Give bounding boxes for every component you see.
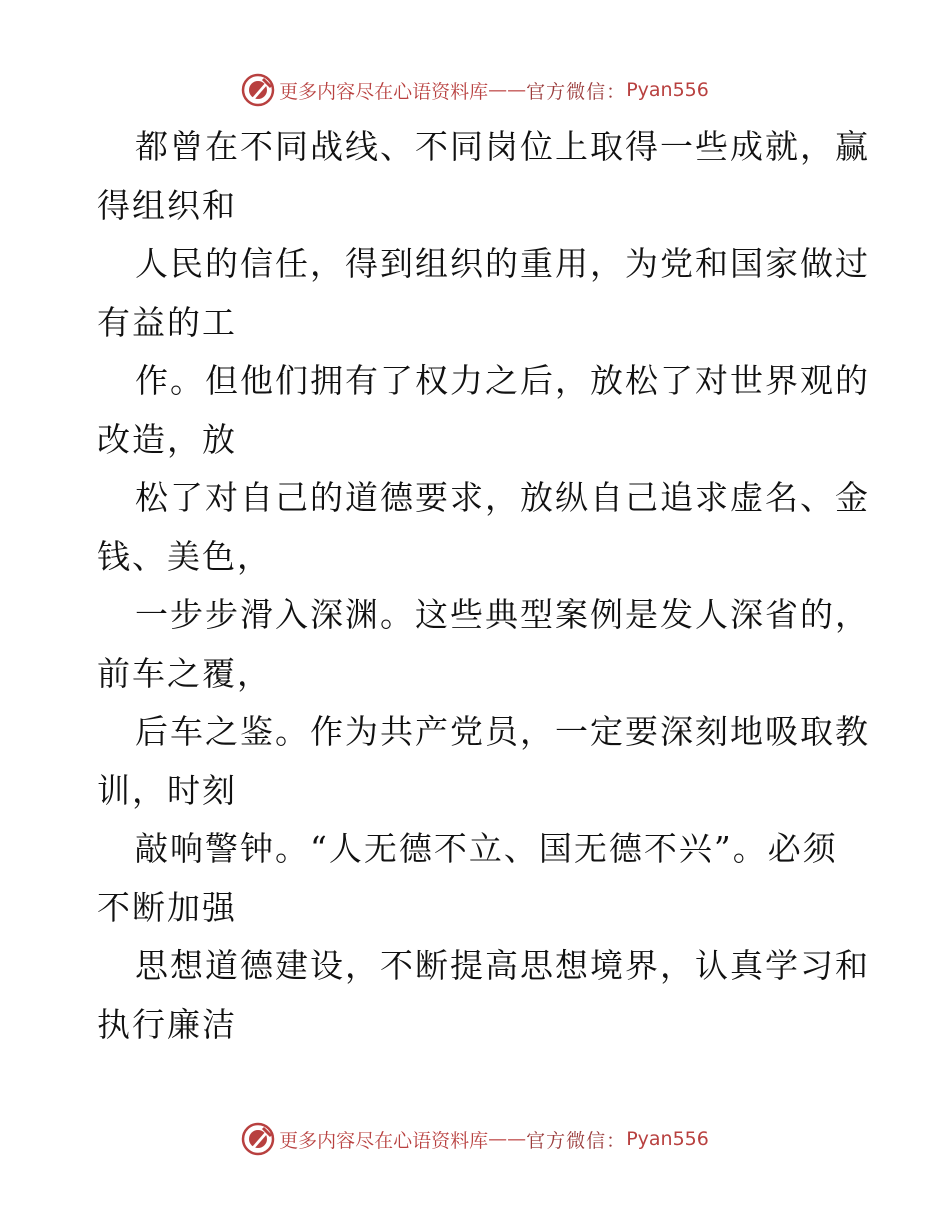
paragraph	[97, 352, 870, 469]
footer-watermark	[0, 1119, 950, 1159]
pen-nib-logo-icon	[241, 73, 275, 107]
pen-nib-logo-icon	[241, 1122, 275, 1156]
text-line: 后车之鉴。作为共产党员，一定要深刻地吸取教	[135, 712, 870, 751]
header-watermark	[0, 70, 950, 110]
paragraph	[97, 118, 870, 235]
text-line: 都曾在不同战线、不同岗位上取得一些成就，赢	[135, 127, 870, 166]
text-line: 前车之覆，	[97, 653, 272, 693]
footer-wechat-id: Pyan556	[626, 1128, 709, 1150]
text-line: 松了对自己的道德要求，放纵自己追求虚名、金	[135, 478, 870, 517]
text-line: 作。但他们拥有了权力之后，放松了对世界观的	[135, 361, 870, 400]
header-wechat-id: Pyan556	[626, 79, 709, 101]
footer-dash: ——	[488, 1128, 527, 1150]
text-line: 敲响警钟。“人无德不立、国无德不兴”。必须	[135, 829, 838, 868]
paragraph	[97, 820, 857, 937]
text-line: 改造，放	[97, 419, 237, 459]
text-line: 有益的工	[97, 302, 237, 342]
text-line: 思想道德建设，不断提高思想境界，认真学习和	[135, 946, 870, 985]
footer-wechat-label: 官方微信：	[526, 1129, 627, 1152]
text-line: 训，时刻	[97, 770, 237, 810]
text-line: 人民的信任，得到组织的重用，为党和国家做过	[135, 244, 870, 283]
paragraph	[97, 469, 870, 586]
header-wechat-label: 官方微信：	[526, 80, 627, 103]
paragraph	[97, 937, 870, 1054]
document-body	[97, 118, 870, 1054]
header-dash: ——	[488, 79, 527, 101]
text-line: 一步步滑入深渊。这些典型案例是发人深省的，	[135, 595, 870, 634]
header-site-text: 更多内容尽在心语资料库	[279, 80, 489, 103]
paragraph	[97, 703, 870, 820]
text-line: 得组织和	[97, 185, 237, 225]
footer-site-text: 更多内容尽在心语资料库	[279, 1129, 489, 1152]
text-line: 不断加强	[97, 887, 237, 927]
paragraph	[97, 586, 870, 703]
text-line: 执行廉洁	[97, 1004, 237, 1044]
paragraph	[97, 235, 870, 352]
text-line: 钱、美色，	[97, 536, 272, 576]
